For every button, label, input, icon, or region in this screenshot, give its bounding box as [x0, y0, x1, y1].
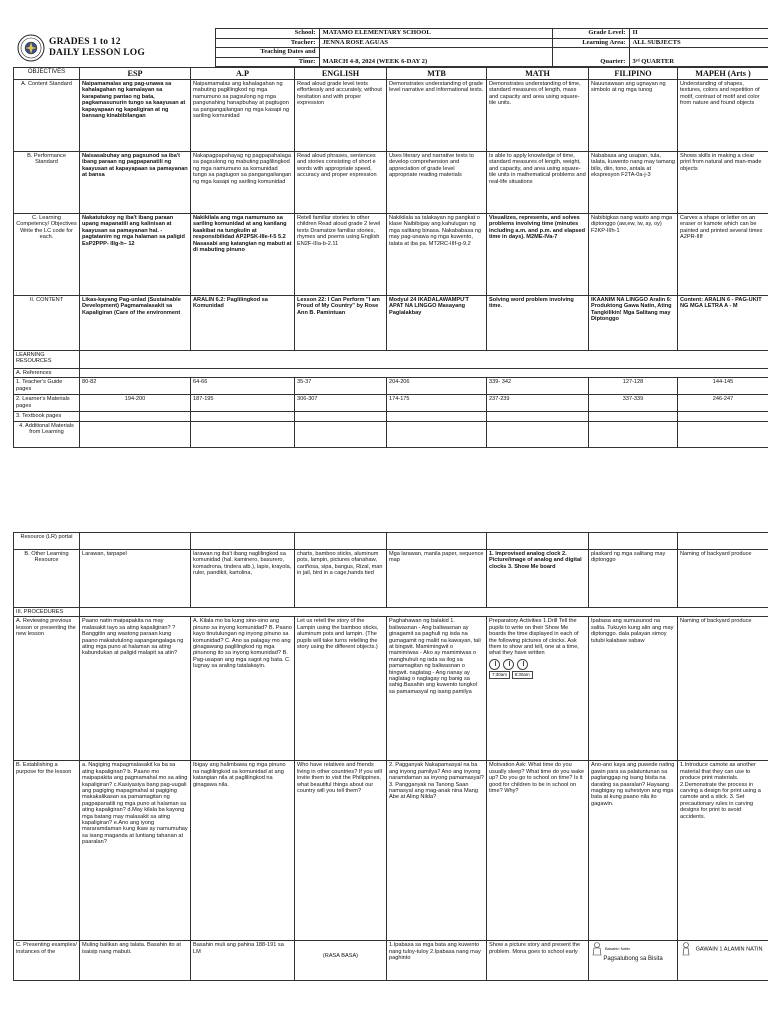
lesson-log-page-2: [13, 532, 768, 981]
cell: Naipamamalas ang pag-unawa sa kahalagahan ng kamalayan sa karapatang pantao ng bata, pagkamasunurin tungo sa kaayusan at kapayapaan ng kapaligiran at ng bansang kinabibilangan: [80, 80, 191, 152]
cell: 64-66: [191, 378, 295, 395]
row-label: 1. Teacher's Guide pages: [14, 378, 80, 395]
lesson-log-page-1: [13, 28, 768, 448]
cell: Content: ARALIN 6 - PAG-UKIT NG MGA LETRA A - M: [678, 296, 768, 351]
cell: [80, 608, 768, 617]
cell: 246-247: [678, 395, 768, 412]
cell: 144-145: [678, 378, 768, 395]
cell: Motivation Ask: What time do you usually sleep? What time do you wake up? Do you go to school on time? Is it good for children to be in school on time? Why?: [487, 761, 589, 941]
cell: Show a picture story and present the problem. Mona goes to school early: [487, 941, 589, 981]
col-ap: A.P: [191, 68, 295, 80]
cell: a. Nagiging mapagmalasakit ka ba sa ating kapaligiran? b. Paano mo maipapakita ang pagmamahal mo sa ating kapaligiran? c.Kasiyasiya bang pag-uugali ang pagiging mapagmahal at pagiging makakalikasan sa pamamagitan ng pagpapanatili ng mga puno at halaman sa ating kapaligiran? d.May kilala ba kayong mga batang may malasakit sa ating kapaligiran? e.Ano ang iyong mararamdaman kung ikaw ay namumuhay sa isang maganda at luntiang tahanan at paaralan?: [80, 761, 191, 941]
cell: A. Kilala mo ba kung sino-sino ang pinuno sa inyong komunidad? B. Paano kayo tinutulungan ng inyong pinuno sa komunidad? C. Ano sa palagay mo ang ginagawang paglilingkod ng mga pinunong ito sa inyong komunidad? B. Pag-usapan ang mga sagot ng bata. C. Iugnay sa araling tatalakayin.: [191, 617, 295, 761]
table-row: [14, 550, 768, 608]
row-label: A. Reviewing previous lesson or presenting the new lesson: [14, 617, 80, 761]
cell: Retell familiar stories to other children Read aloud grade 2 level texts Dramatize familiar stories, rhymes and poems using English EN2F-IIIa-b-2.11: [295, 214, 387, 296]
cell: Demonstrates understanding of time, standard measures of length, mass and capacity and area using square-tile units.: [487, 80, 589, 152]
row-label: B. Other Learning Resource: [14, 550, 80, 608]
table-row: [14, 421, 768, 447]
table-row: [14, 412, 768, 421]
cell: ARALIN 6.2: Paglilingkod sa Komunidad: [191, 296, 295, 351]
cell: [678, 412, 768, 421]
dates-label-2: Time:: [215, 57, 319, 67]
cell: Who have relatives and friends living in other countries? If you will invite them to visit the Philippines, what beautiful things about our country will you tell them?: [295, 761, 387, 941]
cell: [80, 421, 191, 447]
cell-text: Preparatory Activities 1.Drill Tell the pupils to write on their Show Me boards the time displayed in each of the following pictures of clocks. Ask them to show and tell, one at a time, what they have written: [489, 618, 579, 657]
col-math: MATH: [487, 68, 589, 80]
cell: Naipamamalas ang kahalagahan ng mabuting paglilingkod ng mga namumuno sa pagsulong ng mga pangunahing hanapbuhay at pagtugon sa pangangailangan ng mga kasapi ng sariling komunidad: [191, 80, 295, 152]
cell: IKAANIM NA LINGGO Aralin 6: Produktong Gawa Natin, Ating Tangkilikin! Mga Salitang may Diptonggo: [589, 296, 678, 351]
cell: [191, 533, 295, 550]
school-label: School:: [215, 29, 319, 39]
row-label: Resource (LR) portal: [14, 533, 80, 550]
header-table: [13, 28, 768, 67]
table-row: [14, 80, 768, 152]
cell: [487, 421, 589, 447]
procedures-table: [13, 532, 768, 981]
math-review-cell: [487, 617, 589, 761]
grade-label: Grade Level:: [552, 29, 629, 39]
col-filipino: FILIPINO: [589, 68, 678, 80]
quarter-label: Quarter:: [552, 48, 629, 67]
cell: 339- 342: [487, 378, 589, 395]
table-row: [14, 608, 768, 617]
cell: Uses literary and narrative texts to develop comprehension and appreciation of grade level appropriate reading materials: [387, 152, 487, 214]
table-row: [14, 296, 768, 351]
cell: Shows skills in making a clear print from natural and man-made objects: [678, 152, 768, 214]
table-row: [14, 152, 768, 214]
row-label: II. CONTENT: [14, 296, 80, 351]
cell: Lesson 22: I Can Perform "I am Proud of My Country" by Rose Ann B. Pamintuan: [295, 296, 387, 351]
cell: [589, 533, 678, 550]
cell-text: GAWAIN 1 ALAMIN NATIN: [695, 946, 763, 953]
col-mtb: MTB: [387, 68, 487, 80]
cell: [191, 421, 295, 447]
table-row: [14, 378, 768, 395]
cell: 1.Ipabasa sa mga bata ang kuwento nang tuloy-tuloy 2.Ipabasa nang may paghinto: [387, 941, 487, 981]
brand-line-1: GRADES 1 to 12: [49, 36, 121, 47]
clock-icon: [503, 659, 514, 670]
cell: 1. Improvised analog clock 2. Picture/image of analog and digital clocks 3. Show Me board: [487, 550, 589, 608]
table-row: [14, 617, 768, 761]
table-row: [14, 533, 768, 550]
cell: Basahin muli ang pahina 188-191 sa LM: [191, 941, 295, 981]
table-row: [14, 761, 768, 941]
cell: [295, 412, 387, 421]
cell: Nabibigkas nang wasto ang mga diptonggo (aw,ew, iw, ay, oy) F2KP-IIIh-1: [589, 214, 678, 296]
row-label: C. Learning Competency/ Objectives Write the LC code for each.: [14, 214, 80, 296]
time-boxes: [489, 670, 586, 679]
cell: Paano natin maipapakita na may malasakit tayo sa ating kapaligiran? ? Banggitin ang wastong paraan kung paano makatutulong sapangangalaga ng ating mga puno at halaman sa ating kabundukan at paligid malapit sa atin?: [80, 617, 191, 761]
cell: [678, 533, 768, 550]
cell: Nakikilala ang mga namumuno sa sariling komunidad at ang kanilang kaakibat na tungkulin at responsibilidad AP2PSK-IIIe-f-5 5.2 Nasasabi ang katangian ng mabuti at di mabuting pinuno: [191, 214, 295, 296]
row-label: LEARNING RESOURCES: [14, 351, 80, 369]
cell: [80, 351, 768, 369]
cell: [387, 533, 487, 550]
cell: Naming of backyard produce: [678, 617, 768, 761]
row-label: III. PROCEDURES: [14, 608, 80, 617]
cell: Read aloud grade level texts effortlessly and accurately, without hesitation and with proper expression: [295, 80, 387, 152]
deped-seal-icon: [17, 34, 45, 62]
quarter-value: 3ʳᵈ QUARTER: [629, 48, 768, 67]
row-label: A. References: [14, 369, 80, 378]
col-objectives: OBJECTIVES: [14, 68, 80, 80]
cell: Ano-ano kaya ang puwede nating gawin para sa palatuntunan sa pagtanggap ng isang bisita na darating sa paaralan? Hayaang magbigay ng suhestyon ang mga bata at kung paano nila ito gagawin.: [589, 761, 678, 941]
area-label: Learning Area:: [552, 38, 629, 48]
cell: 127-128: [589, 378, 678, 395]
table-row: [14, 369, 768, 378]
cell: Paghahawan ng balakid 1. baliwasnan - Ang baliwasnan ay ginagamit sa paghuli ng isda na gumagamit ng maliit na kawayan, tali at bingwit. Mamimingwit o mamimiwas - Ako ay mamimiwas o manghuhuli ng isda sa ilog sa pamamagitan ng baliwasnan o bingwit. naglatag - Ang nanay ay naglatag o naglagay ng banig sa sahig.Basahin ang kuwento tungkol sa pamamasyal ng isang pamilya: [387, 617, 487, 761]
cell: Understanding of shapes, textures, colors and repetition of motif, contrast of motif and color from nature and found objects: [678, 80, 768, 152]
clock-icon: [489, 659, 500, 670]
cell: Nakikilala sa talakayan ng pangkat o klase Naibibigay ang kahulugan ng mga salitang binasa. Nakababasa ng may pag-unawa ng mga kuwento, talata at iba pa. MT2RC-IIIf-g-9.2: [387, 214, 487, 296]
table-row: [14, 395, 768, 412]
cell: [487, 533, 589, 550]
cell: Muling balikan ang talata. Basahin ito at isaisip nang mabuti.: [80, 941, 191, 981]
area-value: ALL SUBJECTS: [629, 38, 768, 48]
child-drawing-icon: [680, 942, 692, 956]
teacher-label: Teacher:: [215, 38, 319, 48]
brand-line-2: DAILY LESSON LOG: [49, 47, 145, 58]
cell: 194-200: [80, 395, 191, 412]
cell: [295, 533, 387, 550]
cell: 337-339: [589, 395, 678, 412]
row-label: 4. Additional Materials from Learning: [14, 421, 80, 447]
cell: Carves a shape or letter on an eraser or kamote which can be painted and printed several times A2PR-IIIf: [678, 214, 768, 296]
cell: Larawan, tarpapel: [80, 550, 191, 608]
objectives-table: [13, 67, 768, 448]
cell: [678, 421, 768, 447]
table-row: [14, 351, 768, 369]
cell: Nakatutukoy ng iba't ibang paraan upang mapanatili ang kalinisan at kaayusan sa pamayanan hal. - pagtatanim ng mga halaman sa paligid EsP2PPP- IIIg-h– 12: [80, 214, 191, 296]
cell: [589, 421, 678, 447]
col-esp: ESP: [80, 68, 191, 80]
cell: 174-175: [387, 395, 487, 412]
cell: Demonstrates understanding of grade level narrative and informational texts.: [387, 80, 487, 152]
cell: 204-206: [387, 378, 487, 395]
cell: Nauunawaan ang ugnayan ng simbolo at ng mga tunog: [589, 80, 678, 152]
cell: [387, 412, 487, 421]
cell: Naisasabuhay ang pagsunod sa iba't ibang paraan ng pagpapanatili ng kaayusan at kapayapaan sa pamayanan at bansa: [80, 152, 191, 214]
clock-icon: [517, 659, 528, 670]
cell: Mga larawan, manila paper, sequence map: [387, 550, 487, 608]
cell: larawan ng iba't ibang naglilingkod sa komunidad (hal. kaminero, basurero, komadrona, tindera atb.), lapis, krayola, ruler, pandikit, kartolina,: [191, 550, 295, 608]
cell: 187-195: [191, 395, 295, 412]
cell: Ibigay ang halimbawa ng mga pinuno na naglilingkod sa komunidad at ang katangian nila at paglilingkod na ginagawa nila.: [191, 761, 295, 941]
cell: Visualizes, represents, and solves problems involving time (minutes including a.m. and p.m. and elapsed time in days). M2ME-IVa-7: [487, 214, 589, 296]
cell: 35-37: [295, 378, 387, 395]
cell: [589, 412, 678, 421]
column-header-row: [14, 68, 768, 80]
cell: Is able to apply knowledge of time, standard measures of length, weight, and capacity, and area using square-tile units in mathematical problems and real-life situations: [487, 152, 589, 214]
row-label: 2. Learner's Materials pages: [14, 395, 80, 412]
cell: 80-82: [80, 378, 191, 395]
mapeh-present-cell: [678, 941, 768, 981]
cell: Naming of backyard produce: [678, 550, 768, 608]
brand-block: [13, 29, 215, 67]
table-row: [14, 941, 768, 981]
cell: (RASA BASA): [295, 941, 387, 981]
cell: Nakapagpapahayag ng pagpapahalaga sa pagsulong ng mabuting paglilingkod ng mga namumuno sa komunidad tungo sa pagtugon sa pangangailangan ng mga kasapi ng sariling komunidad: [191, 152, 295, 214]
cell: Likas-kayang Pag-unlad (Sustainable Development) Pagmamalasakit sa Kapaligiran (Care of the environment: [80, 296, 191, 351]
cell: Read aloud phrases, sentences and stories consisting of short e words with appropriate speed, accuracy and proper expression: [295, 152, 387, 214]
dates-value: MARCH 4-8, 2024 (WEEK 6-DAY 2): [319, 48, 552, 67]
cell: Modyul 24 IKADALAWAMPU'T APAT NA LINGGO Masayang Paglalakbay: [387, 296, 487, 351]
row-label: 3. Textbook pages: [14, 412, 80, 421]
row-label: A. Content Standard: [14, 80, 80, 152]
small-caption: Basahin Natin: [605, 946, 630, 952]
time-box: 7:30am: [489, 671, 510, 679]
cell: 306-307: [295, 395, 387, 412]
grade-value: II: [629, 29, 768, 39]
children-picture-icon: [591, 942, 603, 956]
time-box: 8:30am: [512, 671, 533, 679]
cell-text: Pagsalubong sa Bisita: [603, 956, 663, 963]
dates-label-1: Teaching Dates and: [215, 48, 319, 58]
cell: [191, 412, 295, 421]
cell: plaskard ng mga salitang may diptonggo: [589, 550, 678, 608]
row-label: B. Performance Standard: [14, 152, 80, 214]
cell: 237-239: [487, 395, 589, 412]
table-row: [14, 214, 768, 296]
cell: 2. Pagganyak Nakapamasyal na ba ang inyong pamilya? Ano ang inyong naramdaman sa inyong pamamasyal? 3. Pangganyak na Tanong Saan namasyal ang mag-anak nina Mang Abe at Aling Nilda?: [387, 761, 487, 941]
cell: Ipabasa ang sumusunod na salita. Tukuyin kung alin ang may diptonggo. dala palayan simoy tutubi kalabaw sabaw: [589, 617, 678, 761]
cell: Nababasa ang usapan, tula, talata, kuwento nang may tamang bilis, diin, tono, antala at ekspresyon F2TA-0a-j-3: [589, 152, 678, 214]
row-label: C. Presenting examples/ instances of the: [14, 941, 80, 981]
teacher-value: JENNA ROSE AGUAS: [319, 38, 552, 48]
cell: charts, bamboo sticks, aluminum pots, lampin, pictures ofanahaw, cariñosa, sipa, bangus, Rizal, man in jail, bird in a cage,hands tied: [295, 550, 387, 608]
cell: [80, 369, 768, 378]
col-english: ENGLISH: [295, 68, 387, 80]
row-label: B. Establishing a purpose for the lesson: [14, 761, 80, 941]
school-value: MATAMO ELEMENTARY SCHOOL: [319, 29, 552, 39]
cell: [487, 412, 589, 421]
cell: [295, 421, 387, 447]
filipino-present-cell: [589, 941, 678, 981]
cell: 1.Introduce camote as another material that they can use to produce print materials. 2.Demonstrate the process in carving a design for print using a camote and a stick. 3. Set precautionary rules in carving designs for print to avoid accidents.: [678, 761, 768, 941]
cell: Solving word problem involving time.: [487, 296, 589, 351]
clock-images: [489, 659, 586, 670]
cell: Let us retell the story of the Lampin using the bamboo sticks, aluminum pots and lampin. (The pupils will take turns retelling the story using the different objects.): [295, 617, 387, 761]
cell: [80, 412, 191, 421]
cell: [387, 421, 487, 447]
cell: [80, 533, 191, 550]
col-mapeh: MAPEH (Arts ): [678, 68, 768, 80]
